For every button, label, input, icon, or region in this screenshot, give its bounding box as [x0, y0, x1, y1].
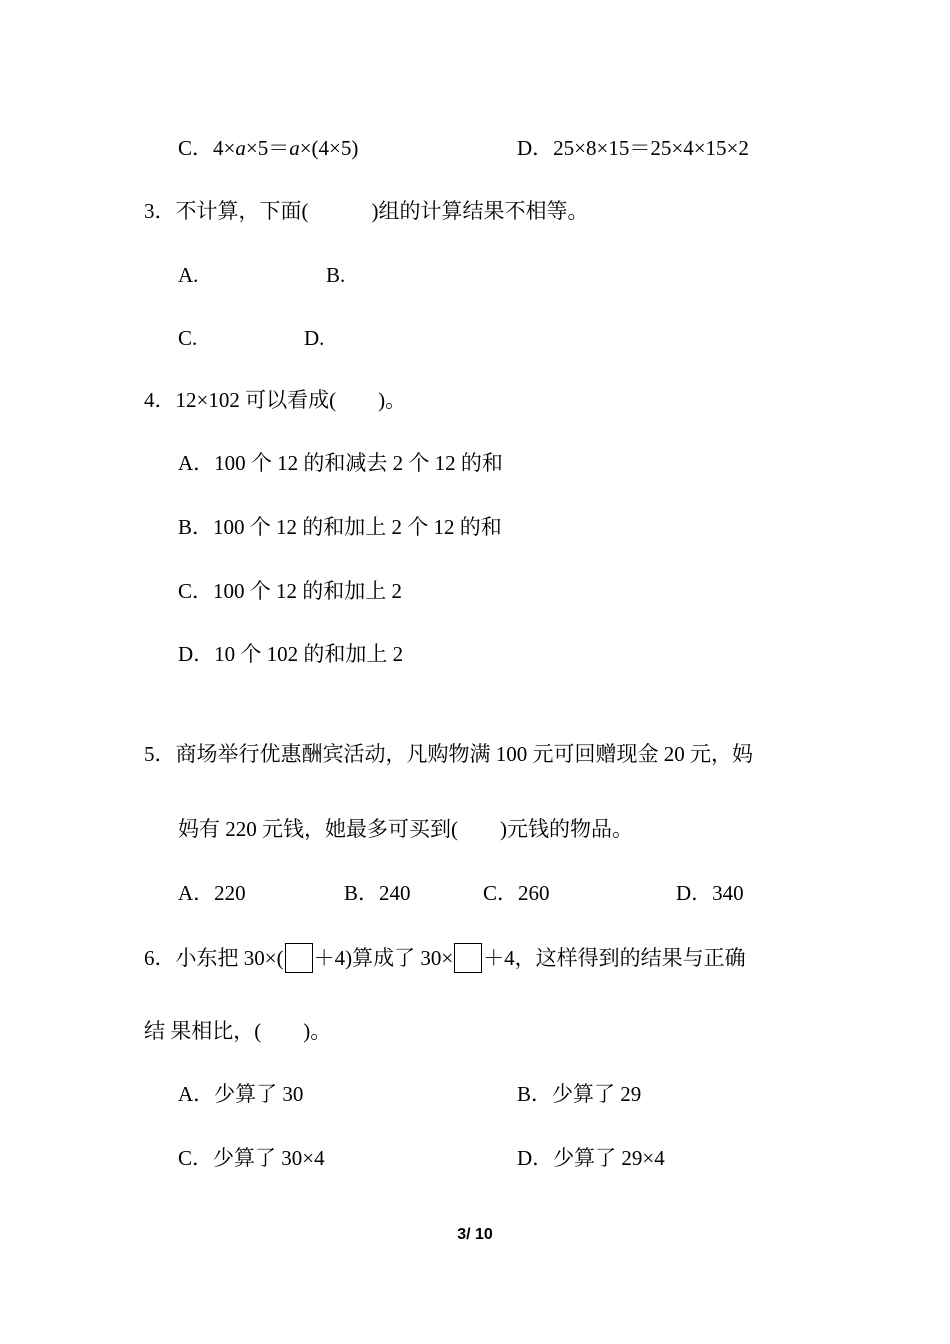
- q2-option-c-part2: ×5＝: [245, 136, 290, 160]
- q5-option-b: B．240: [344, 881, 411, 905]
- blank-box: [454, 943, 482, 973]
- q6-stem-line1: [144, 943, 746, 973]
- q2-option-c-part1: C．4×: [178, 136, 236, 160]
- q5-stem-line1: 5．商场举行优惠酬宾活动，凡购物满 100 元可回赠现金 20 元，妈: [144, 742, 753, 766]
- q6-option-c: C．少算了 30×4: [178, 1146, 325, 1170]
- blank-box: [285, 943, 313, 973]
- q3-option-b: B.: [326, 263, 346, 287]
- page-number: 3/ 10: [457, 1226, 493, 1243]
- q6-stem-part2: ＋4)算成了 30×: [313, 946, 454, 970]
- q6-option-d: D．少算了 29×4: [517, 1146, 665, 1170]
- q2-option-d: D．25×8×15＝25×4×15×2: [517, 136, 749, 160]
- q3-stem: 3．不计算，下面( )组的计算结果不相等。: [144, 199, 589, 223]
- q4-stem: 4．12×102 可以看成( )。: [144, 388, 407, 412]
- q3-option-a: A.: [178, 263, 199, 287]
- q5-stem-line2: 妈有 220 元钱，她最多可买到( )元钱的物品。: [178, 817, 633, 841]
- q2-option-c-var1: a: [235, 136, 246, 160]
- q4-option-c: C．100 个 12 的和加上 2: [178, 579, 403, 603]
- q6-stem-part3: ＋4，这样得到的结果与正确: [483, 946, 746, 970]
- q6-stem-line2: 结 果相比，( )。: [144, 1019, 332, 1043]
- q5-option-a: A．220: [178, 881, 246, 905]
- q5-option-c: C．260: [483, 881, 550, 905]
- q4-option-d: D．10 个 102 的和加上 2: [178, 642, 404, 666]
- q3-option-d: D.: [304, 326, 325, 350]
- q4-option-a: A．100 个 12 的和减去 2 个 12 的和: [178, 451, 503, 475]
- q6-option-b: B．少算了 29: [517, 1082, 642, 1106]
- q3-option-c: C.: [178, 326, 198, 350]
- q2-option-c-part3: ×(4×5): [299, 136, 359, 160]
- q6-stem-part1: 6．小东把 30×(: [144, 946, 284, 970]
- q2-option-c: [178, 136, 358, 160]
- q5-option-d: D．340: [676, 881, 744, 905]
- q6-option-a: A．少算了 30: [178, 1082, 304, 1106]
- q2-option-c-var2: a: [289, 136, 300, 160]
- q4-option-b: B．100 个 12 的和加上 2 个 12 的和: [178, 515, 502, 539]
